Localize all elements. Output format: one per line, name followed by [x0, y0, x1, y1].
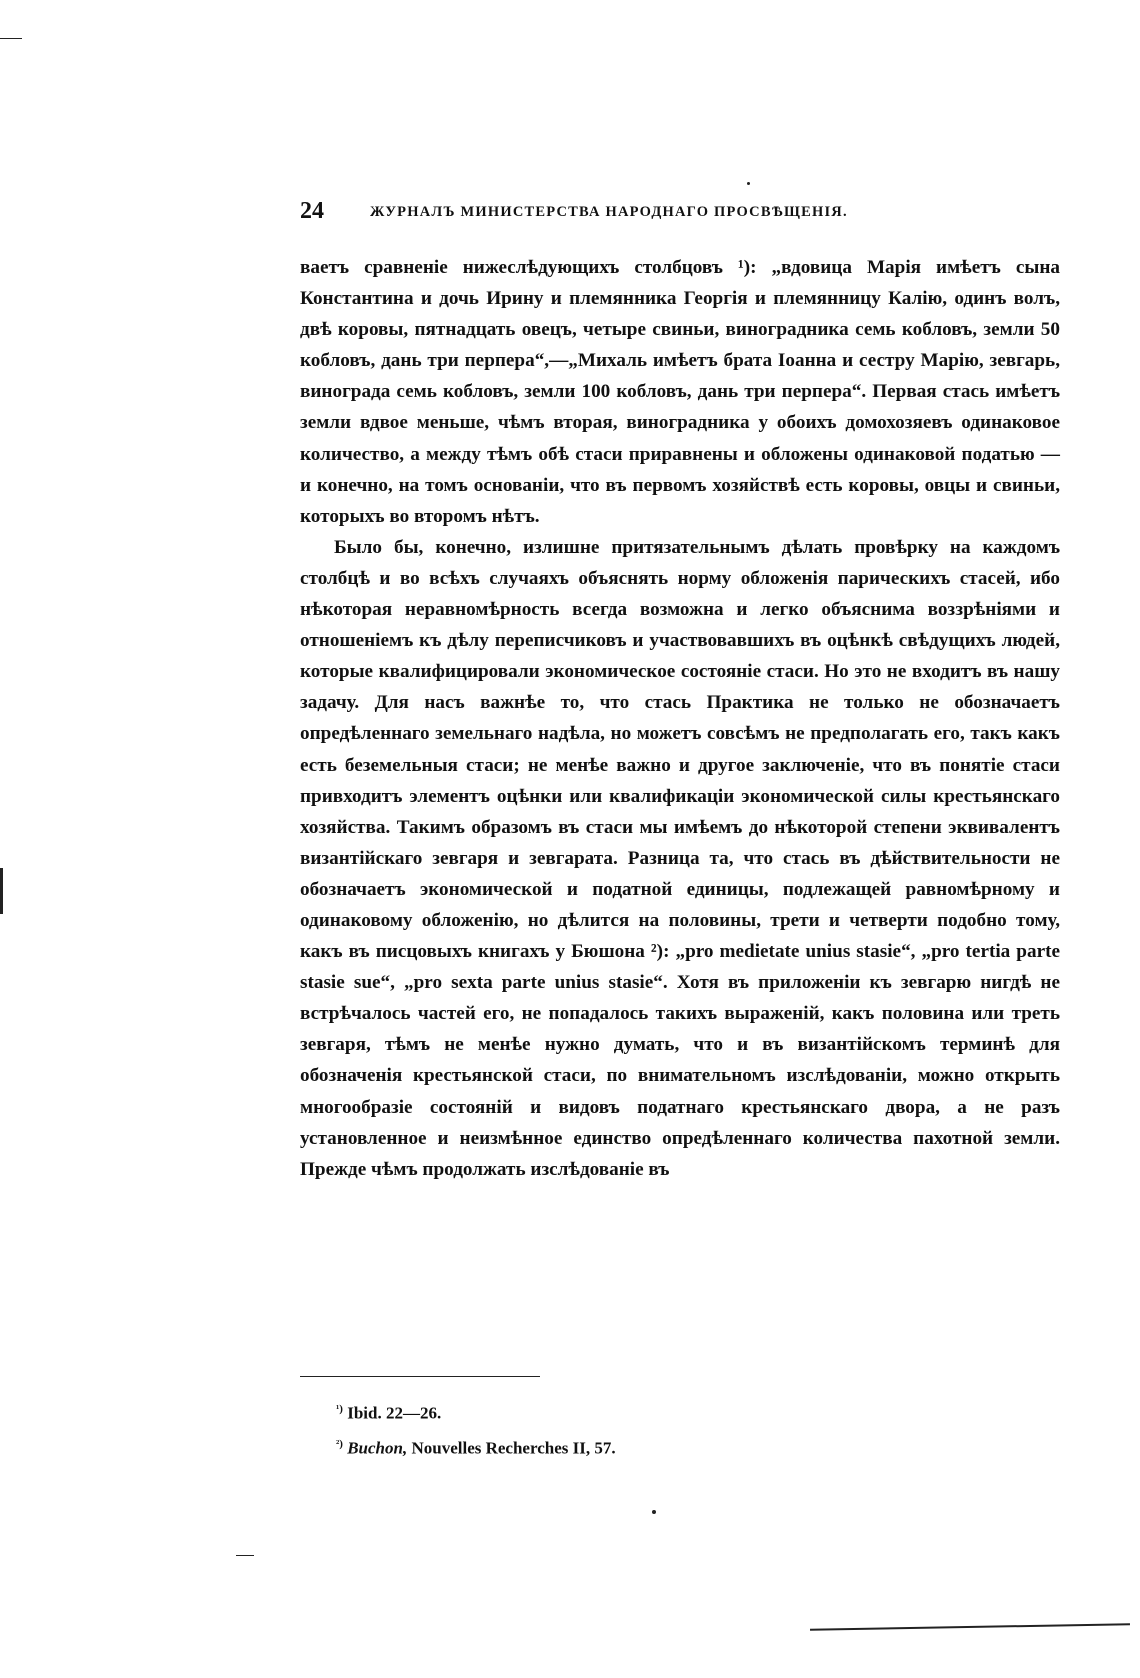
scan-mark-top-left — [0, 38, 22, 39]
footnote-text: Ibid. 22—26. — [347, 1403, 442, 1423]
footnote-author: Buchon, — [347, 1438, 408, 1458]
journal-title: ЖУРНАЛЪ МИНИСТЕРСТВА НАРОДНАГО ПРОСВѢЩЕНІЯ. — [370, 204, 848, 220]
paragraph-2: Было бы, конечно, излишне притязательнымъ дѣлать провѣрку на каждомъ столбцѣ и во всѣхъ случаяхъ объяснять норму обложенія парическихъ стасей, ибо нѣкоторая неравномѣрность всегда возможна и легко объяснима воззрѣніями и отношеніемъ къ дѣлу переписчиковъ и участвовавшихъ въ оцѣнкѣ свѣдущихъ людей, которые квалифицировали экономическое состояніе стаси. Но это не входитъ въ нашу задачу. Для насъ важнѣе то, что стась Практика не только не обозначаетъ опредѣленнаго земельнаго надѣла, но можетъ совсѣмъ не предполагать его, такъ какъ есть беземельныя стаси; не менѣе важно и другое заключеніе, что въ понятіе стаси привходитъ элементъ оцѣнки или квалификаціи экономической силы крестьянскаго хозяйства. Такимъ образомъ въ стаси мы имѣемъ до нѣкоторой степени эквивалентъ византійскаго зевгаря и зевгарата. Разница та, что стась въ дѣйствительности не обозначаетъ экономической и податной единицы, подлежащей равномѣрному и одинаковому обложенію, но дѣлится на половины, трети и четверти подобно тому, какъ въ писцовыхъ книгахъ у Бюшона ²): „pro medietate unius stasie“, „pro tertia parte stasie sue“, „pro sexta parte unius stasie“. Хотя въ приложеніи къ зевгарю нигдѣ не встрѣчалось частей его, не попадалось такихъ выраженій, какъ половина или треть зевгаря, тѣмъ не менѣе нужно думать, что и въ византійскомъ терминѣ для обозначенія крестьянской стаси, по внимательномъ изслѣдованіи, можно открыть многообразіе состояній и видовъ податнаго крестьянскаго двора, а не разъ установленное и неизмѣнное единство опредѣленнаго количества пахотной земли. Прежде чѣмъ продолжать изслѣдованіе въ — [300, 536, 1060, 1180]
page-number: 24 — [300, 198, 324, 224]
footnote-1 — [336, 1394, 1036, 1429]
scan-dot-top — [747, 182, 750, 185]
running-header — [300, 198, 1060, 232]
paragraph-1: ваетъ сравненіе нижеслѣдующихъ столбцовъ ¹): „вдовица Марія имѣетъ сына Константина и дочь Ирину и племянника Георгія и племянницу Калію, одинъ волъ, двѣ коровы, пятнадцать овецъ, четыре свиньи, виноградника семь кобловъ, земли 50 кобловъ, дань три перпера“,—„Михаль имѣетъ брата Іоанна и сестру Марію, зевгарь, винограда семь кобловъ, земли 100 кобловъ, дань три перпера“. Первая стась имѣетъ земли вдвое меньше, чѣмъ вторая, виноградника у обоихъ домохозяевъ одинаковое количество, а между тѣмъ обѣ стаси приравнены и обложены одинаковой податью — и конечно, на томъ основаніи, что въ первомъ хозяйствѣ есть коровы, овцы и свиньи, которыхъ во второмъ нѣтъ. — [300, 257, 1060, 527]
footnote-2 — [336, 1429, 1036, 1464]
footnote-marker: ²) — [336, 1437, 343, 1450]
footnote-divider — [300, 1376, 540, 1377]
footnotes — [336, 1394, 1036, 1463]
scan-dot-bottom — [652, 1510, 656, 1514]
scan-line-bottom-right — [810, 1623, 1130, 1630]
scan-mark-left-edge — [0, 868, 3, 914]
footnote-text: Nouvelles Recherches II, 57. — [407, 1438, 616, 1458]
scan-mark-bottom-left — [236, 1555, 254, 1556]
footnote-marker: ¹) — [336, 1403, 343, 1415]
main-text — [300, 252, 1060, 1185]
